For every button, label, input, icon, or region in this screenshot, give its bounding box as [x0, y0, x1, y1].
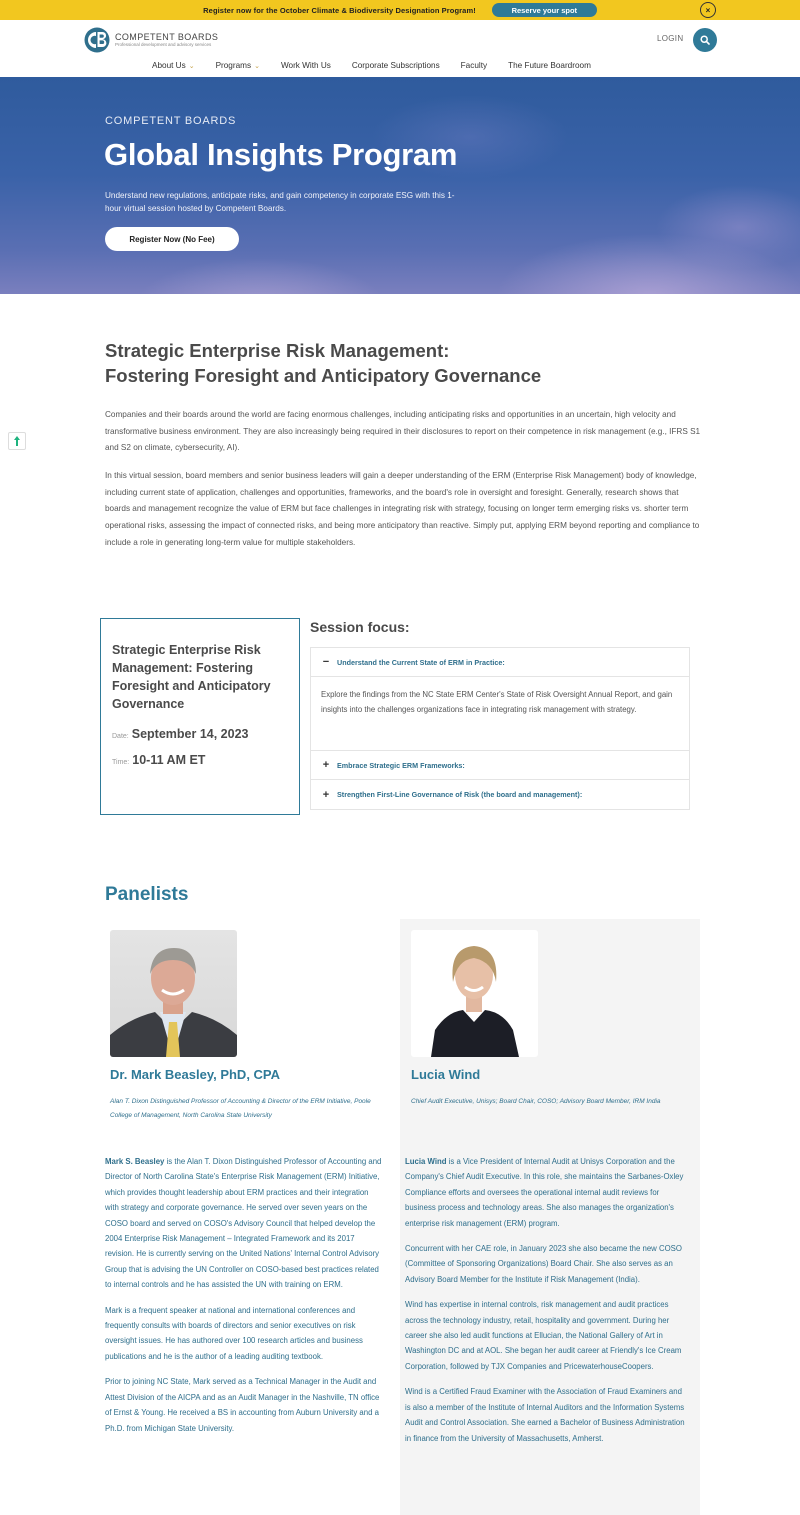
- nav-work-with-us[interactable]: Work With Us: [280, 61, 331, 70]
- bio-paragraph: Mark is a frequent speaker at national and international conferences and frequently consults with boards of directors and senior executives on risk oversight issues. He has authored over 100 research articles and business publications and he is the author of a leading auditing textbook.: [105, 1305, 363, 1361]
- bio-paragraph: [405, 1154, 687, 1231]
- panelist-name-lucia-wind: Lucia Wind: [411, 1067, 481, 1082]
- search-icon: [700, 35, 710, 45]
- nav-future-boardroom[interactable]: The Future Boardroom: [508, 61, 591, 70]
- reserve-spot-button[interactable]: Reserve your spot: [492, 3, 597, 17]
- announcement-text: Register now for the October Climate & Biodiversity Designation Program!: [203, 5, 476, 15]
- session-title: [105, 338, 705, 388]
- intro-paragraph-2: In this virtual session, board members and senior business leaders will gain a deeper understanding of the ERM (Enterprise Risk Management) body of knowledge, including current state of application, challenges and opportunities, frameworks, and the board's role in oversight and foresight. Generally, research shows that boards and management recognize the value of ERM but face challenges in integrating risk with strategy, focusing on longer term emerging risks vs. shorter term operational risks, assessing the impact of connected risks, and being more anticipatory than reactive. Simply put, applying ERM beyond reporting and compliance to include a role in generating long-term value for multiple stakeholders.: [105, 471, 700, 547]
- accordion-item-frameworks[interactable]: [311, 751, 689, 780]
- bio-lead-name: Lucia Wind: [405, 1157, 447, 1166]
- event-date-row: [112, 727, 289, 741]
- accordion-panel-current-state: Explore the findings from the NC State ERM Center's State of Risk Oversight Annual Report, and gain insights into the challenges organizations face in integrating risk management with strategy.: [311, 677, 689, 751]
- bio-text: is the Alan T. Dixon Distinguished Professor of Accounting and Director of North Carolina State's Enterprise Risk Management (ERM) Initiative, which provides thought leadership about ERM practices and their integration with strategy and corporate governance. He served over seven years on the COSO board and served on COSO's Advisory Council that helped develop the 2004 Enterprise Risk Management – Integrated Framework and its 2017 revision. He is currently serving on the United Nations' Internal Control Advisory Group that is advising the UN Controller on COSO-based best practices related to internal controls and he has assisted the UN with training on ERM.: [105, 1157, 382, 1290]
- accordion-item-current-state[interactable]: [311, 648, 689, 677]
- session-title-line1: Strategic Enterprise Risk Management:: [105, 340, 450, 361]
- nav-corporate-subscriptions[interactable]: Corporate Subscriptions: [351, 61, 440, 70]
- mark-beasley-photo: [110, 930, 237, 1057]
- nav-label: About Us: [152, 61, 186, 70]
- time-label: Time:: [112, 759, 130, 766]
- event-time-row: [112, 753, 289, 767]
- accordion-label: Embrace Strategic ERM Frameworks:: [337, 760, 465, 770]
- login-link[interactable]: LOGIN: [657, 34, 684, 43]
- bio-mark-beasley: [105, 1154, 383, 1446]
- logo-tagline: Professional development and advisory services: [115, 42, 212, 47]
- register-now-button[interactable]: Register Now (No Fee): [105, 227, 239, 251]
- event-details-card: [100, 618, 300, 815]
- hero-kicker: COMPETENT BOARDS: [105, 115, 237, 127]
- event-date: September 14, 2023: [131, 727, 249, 741]
- lucia-wind-photo: [411, 930, 538, 1057]
- panelist-role-lucia-wind: Chief Audit Executive, Unisys; Board Chair, COSO; Advisory Board Member, IRM India: [411, 1098, 661, 1105]
- bio-paragraph: [105, 1154, 383, 1293]
- date-label: Date:: [112, 733, 129, 740]
- session-focus-heading: Session focus:: [310, 619, 410, 635]
- nav-faculty[interactable]: Faculty: [460, 61, 488, 70]
- site-header: [0, 20, 800, 77]
- plus-icon: +: [322, 759, 330, 771]
- bio-lucia-wind: [405, 1154, 687, 1456]
- chevron-down-icon: ⌄: [254, 62, 260, 70]
- bio-lead-name: Mark S. Beasley: [105, 1157, 165, 1166]
- event-time: 10-11 AM ET: [132, 753, 206, 767]
- bio-text: is a Vice President of Internal Audit at Unisys Corporation and the Company's Chief Audit Executive. In this role, she maintains the Sarbanes-Oxley Compliance efforts and oversees the operational internal audit reviews for business process and technology areas. She also manages the organization's enterprise risk management (ERM) program.: [405, 1157, 684, 1228]
- nav-about-us[interactable]: [152, 61, 195, 70]
- event-title: Strategic Enterprise Risk Management: Fostering Foresight and Anticipatory Governance: [112, 643, 271, 711]
- main-nav: [152, 61, 612, 70]
- hero-title: Global Insights Program: [104, 137, 458, 172]
- session-title-line2: Fostering Foresight and Anticipatory Governance: [105, 365, 542, 386]
- bio-paragraph: Wind is a Certified Fraud Examiner with the Association of Fraud Examiners and is also a member of the Institute of Internal Auditors and the Information Systems Audit and Control Association. She earned a Bachelor of Business Administration in finance from the University of Massachusetts, Amherst.: [405, 1387, 685, 1443]
- panelist-name-mark-beasley: Dr. Mark Beasley, PhD, CPA: [110, 1067, 281, 1082]
- search-button[interactable]: [693, 28, 717, 52]
- bio-paragraph: Prior to joining NC State, Mark served as a Technical Manager in the Audit and Attest Division of the AICPA and as an Audit Manager in the Nashville, TN office of Ernst & Young. He received a BS in accounting from Auburn University and a Ph.D. from Michigan State University.: [105, 1377, 380, 1433]
- close-announcement-button[interactable]: [700, 2, 716, 18]
- accordion-item-first-line-governance[interactable]: [311, 780, 689, 809]
- scroll-to-top-button[interactable]: [8, 432, 26, 450]
- panelists-heading: Panelists: [105, 884, 189, 905]
- intro-paragraph-1: Companies and their boards around the world are facing enormous challenges, including anticipating risks and opportunities in an uncertain, high velocity and transformative business environment. They are also increasingly being required in their disclosures to report on their competence in risk management (e.g., IFRS S1 and S2 on climate, cybersecurity, AI).: [105, 410, 701, 453]
- competent-boards-logo-icon: [84, 27, 110, 53]
- hero-description: Understand new regulations, anticipate risks, and gain competency in corporate ESG with this 1-hour virtual session hosted by Competent Boards.: [105, 191, 455, 213]
- session-focus-accordion: [310, 647, 690, 810]
- accordion-label: Strengthen First-Line Governance of Risk (the board and management):: [337, 790, 583, 799]
- close-icon: ×: [705, 5, 711, 15]
- hero-banner: [0, 77, 800, 294]
- nav-label: Programs: [215, 61, 252, 70]
- bio-paragraph: Concurrent with her CAE role, in January 2023 she also became the new COSO (Committee of Sponsoring Organizations) Board Chair. She also serves as an Advisory Board Member for the Institute if Risk Management (India).: [405, 1244, 682, 1284]
- logo-link[interactable]: [84, 27, 218, 53]
- plus-icon: +: [322, 788, 330, 801]
- announcement-bar: [0, 0, 800, 20]
- arrow-up-icon: [14, 436, 20, 446]
- bio-paragraph: Wind has expertise in internal controls, risk management and audit practices across the technology industry, retail, hospitality and government. During her career she also led audit functions at Ellucian, the National Gallery of Art in Washington DC and at AOL. She began her audit career at Friendly's Ice Cream Corporation, followed by TJX Companies and PricewaterhouseCoopers.: [405, 1300, 682, 1371]
- logo-title: COMPETENT BOARDS: [115, 32, 219, 42]
- chevron-down-icon: ⌄: [188, 62, 195, 70]
- accordion-label: Understand the Current State of ERM in Practice:: [337, 657, 505, 667]
- panelist-role-mark-beasley: Alan T. Dixon Distinguished Professor of Accounting & Director of the ERM Initiative, Poole College of Management, North Carolina State University: [110, 1098, 371, 1119]
- nav-programs[interactable]: [216, 61, 260, 70]
- minus-icon: −: [322, 656, 330, 668]
